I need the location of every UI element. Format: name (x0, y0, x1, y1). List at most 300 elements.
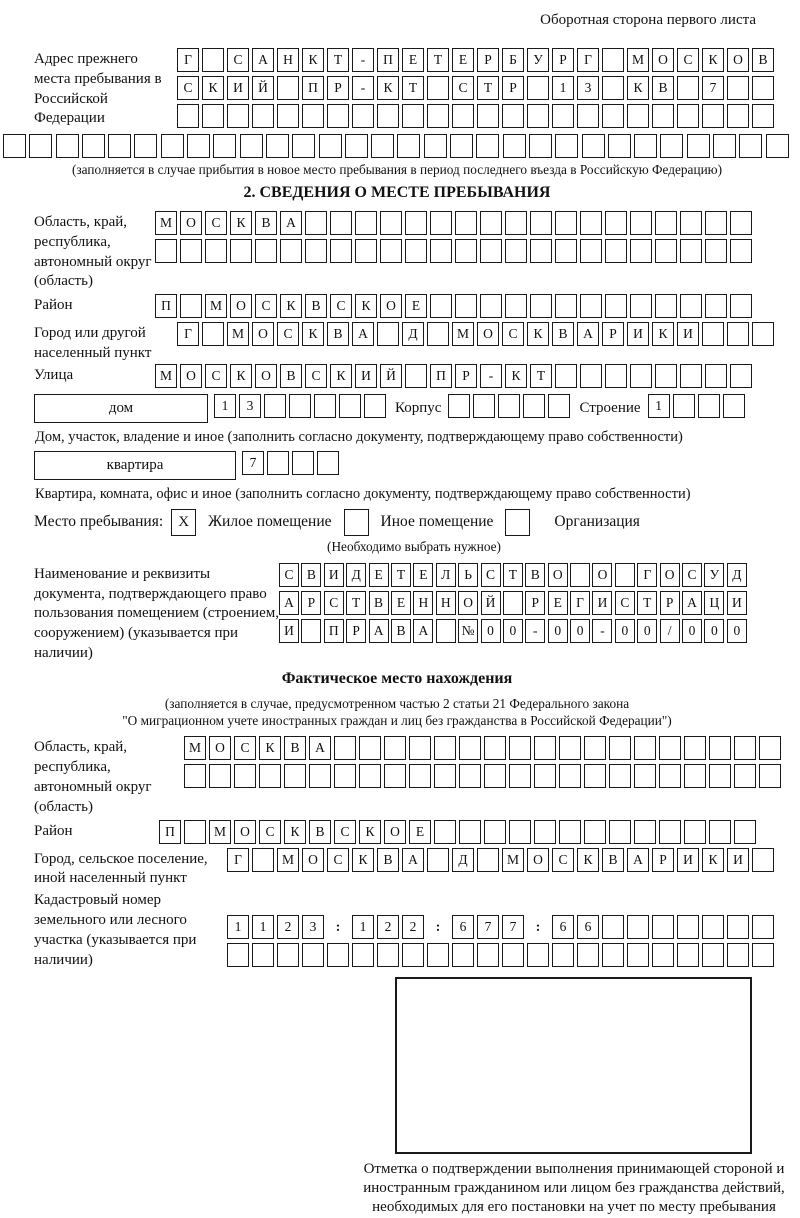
char-box (684, 820, 706, 844)
stay-type-row (34, 509, 760, 536)
char-box: Р (455, 364, 477, 388)
char-box (705, 364, 727, 388)
city-block (34, 322, 760, 364)
char-box: Т (427, 48, 449, 72)
char-box (252, 943, 274, 967)
char-box (430, 239, 452, 263)
char-box (402, 104, 424, 128)
char-box (405, 364, 427, 388)
char-box (202, 48, 224, 72)
char-box: 1 (214, 394, 236, 418)
char-box (627, 915, 649, 939)
district-row (155, 294, 755, 318)
apartment-row (34, 451, 760, 480)
char-box: Г (177, 322, 199, 346)
char-box: В (552, 322, 574, 346)
char-box: - (592, 619, 612, 643)
char-box (227, 104, 249, 128)
char-box: 0 (570, 619, 590, 643)
char-box: О (252, 322, 274, 346)
char-box: - (352, 76, 374, 100)
char-box (371, 134, 394, 158)
char-box (687, 134, 710, 158)
char-box (634, 134, 657, 158)
char-box (752, 322, 774, 346)
char-box: Р (346, 619, 366, 643)
char-box: - (352, 48, 374, 72)
char-box: 1 (648, 394, 670, 418)
apartment-cells (242, 451, 342, 475)
prev-address-row-1 (177, 48, 777, 72)
char-box: Д (452, 848, 474, 872)
char-box (180, 239, 202, 263)
char-box (605, 364, 627, 388)
char-box: Р (502, 76, 524, 100)
char-box: И (727, 591, 747, 615)
char-box: И (727, 848, 749, 872)
char-box: И (227, 76, 249, 100)
char-box (534, 764, 556, 788)
char-box (405, 211, 427, 235)
char-box: Й (252, 76, 274, 100)
char-box (555, 134, 578, 158)
char-box (427, 848, 449, 872)
char-box: Д (727, 563, 747, 587)
char-box (677, 104, 699, 128)
char-box (409, 764, 431, 788)
char-box (582, 134, 605, 158)
char-box (580, 239, 602, 263)
prev-address-row-3 (177, 104, 777, 128)
char-box (684, 764, 706, 788)
char-box: Л (436, 563, 456, 587)
char-box (155, 239, 177, 263)
char-box: А (577, 322, 599, 346)
char-box: Е (548, 591, 568, 615)
char-box (602, 48, 624, 72)
option-organizaciya-label: Организация (554, 513, 640, 531)
char-box (702, 322, 724, 346)
char-box: Н (413, 591, 433, 615)
prev-address-block (34, 48, 768, 132)
char-box (484, 736, 506, 760)
char-box (277, 943, 299, 967)
actual-location-note-2: "О миграционном учете иностранных граждан и лиц без гражданства в Российской Федерации") (122, 713, 672, 729)
char-box: Ц (704, 591, 724, 615)
char-box (605, 294, 627, 318)
char-box (655, 364, 677, 388)
street-row (155, 364, 755, 388)
cadastral-label: Кадастровый номер земельного или лесного участка (указывается при наличии) (34, 892, 197, 968)
char-box: Т (637, 591, 657, 615)
char-box: С (502, 322, 524, 346)
korpus-cells (448, 394, 573, 418)
char-box (292, 134, 315, 158)
actual-region-block (34, 736, 760, 817)
char-box: Е (369, 563, 389, 587)
char-box (627, 104, 649, 128)
char-box (559, 820, 581, 844)
char-box: 1 (352, 915, 374, 939)
char-box (727, 104, 749, 128)
char-box: И (677, 322, 699, 346)
char-box (527, 76, 549, 100)
char-box (555, 211, 577, 235)
char-box: В (284, 736, 306, 760)
char-box (660, 134, 683, 158)
char-box (434, 736, 456, 760)
char-box (509, 764, 531, 788)
char-box (455, 239, 477, 263)
char-box (609, 820, 631, 844)
char-box (477, 943, 499, 967)
char-box (570, 563, 590, 587)
char-box: 0 (727, 619, 747, 643)
char-box (698, 394, 720, 418)
char-box: С (205, 211, 227, 235)
char-box (459, 736, 481, 760)
char-box (530, 211, 552, 235)
house-row (34, 394, 760, 423)
char-box: К (702, 848, 724, 872)
char-box (609, 764, 631, 788)
prev-address-label: Адрес прежнего места пребывания в Российской Федерации (34, 51, 162, 127)
char-box: Р (301, 591, 321, 615)
char-box (280, 239, 302, 263)
char-box: / (660, 619, 680, 643)
char-box (615, 563, 635, 587)
checkbox-organizaciya (505, 509, 530, 536)
char-box (584, 736, 606, 760)
char-box (739, 134, 762, 158)
house-cells (214, 394, 389, 418)
char-box (427, 943, 449, 967)
actual-region-label: Область, край, республика, автономный округ (область) (34, 739, 152, 815)
char-box: К (302, 48, 324, 72)
char-box (292, 451, 314, 475)
char-box (723, 394, 745, 418)
char-box (602, 915, 624, 939)
char-box (480, 211, 502, 235)
char-box (29, 134, 52, 158)
char-box (484, 764, 506, 788)
char-box: С (682, 563, 702, 587)
char-box: 2 (277, 915, 299, 939)
char-box (709, 820, 731, 844)
char-box: П (430, 364, 452, 388)
char-box: П (324, 619, 344, 643)
char-box (634, 764, 656, 788)
stamp-caption: Отметка о подтверждении выполнения принимающей стороной и иностранным гражданином или лицом без гражданства действий, необходимых для его постановки на учет по месту пребывания (363, 1161, 785, 1216)
char-box: И (627, 322, 649, 346)
char-box (334, 764, 356, 788)
char-box (402, 943, 424, 967)
char-box: 7 (242, 451, 264, 475)
char-box: 0 (704, 619, 724, 643)
char-box: О (592, 563, 612, 587)
char-box (505, 239, 527, 263)
char-box (427, 76, 449, 100)
char-box (680, 239, 702, 263)
char-box (56, 134, 79, 158)
city-label: Город или другой населенный пункт (34, 325, 152, 361)
char-box (677, 915, 699, 939)
char-box: К (577, 848, 599, 872)
char-box (459, 820, 481, 844)
char-box: С (305, 364, 327, 388)
char-box: С (277, 322, 299, 346)
char-box: Т (346, 591, 366, 615)
char-box: 1 (227, 915, 249, 939)
char-box (355, 211, 377, 235)
char-box (727, 76, 749, 100)
char-box (580, 364, 602, 388)
char-box: Н (436, 591, 456, 615)
char-box (330, 211, 352, 235)
char-box (452, 104, 474, 128)
char-box: Ь (458, 563, 478, 587)
char-box: В (305, 294, 327, 318)
char-box: С (279, 563, 299, 587)
char-box (384, 736, 406, 760)
char-box (434, 820, 456, 844)
separator-colon: : (335, 919, 341, 935)
char-box (240, 134, 263, 158)
char-box (759, 764, 781, 788)
char-box (602, 104, 624, 128)
char-box (577, 104, 599, 128)
char-box (655, 294, 677, 318)
char-box (502, 104, 524, 128)
char-box (677, 943, 699, 967)
char-box (384, 764, 406, 788)
char-box (659, 736, 681, 760)
actual-city-row (227, 848, 777, 872)
char-box: М (209, 820, 231, 844)
apartment-box-label: квартира (34, 451, 236, 480)
char-box (161, 134, 184, 158)
char-box: А (279, 591, 299, 615)
char-box (584, 764, 606, 788)
char-box: А (402, 848, 424, 872)
char-box (505, 294, 527, 318)
char-box (530, 239, 552, 263)
char-box: К (284, 820, 306, 844)
char-box: С (259, 820, 281, 844)
char-box (552, 943, 574, 967)
char-box: У (527, 48, 549, 72)
char-box: О (652, 48, 674, 72)
char-box (608, 134, 631, 158)
char-box (655, 211, 677, 235)
char-box: С (177, 76, 199, 100)
char-box (309, 764, 331, 788)
cadastral-row-2 (227, 943, 777, 967)
char-box: Г (570, 591, 590, 615)
char-box (529, 134, 552, 158)
checkbox-inoe (344, 509, 369, 536)
char-box: М (155, 364, 177, 388)
char-box (752, 943, 774, 967)
document-block (34, 563, 760, 664)
char-box: О (180, 364, 202, 388)
char-box (552, 104, 574, 128)
char-box (602, 76, 624, 100)
char-box (634, 820, 656, 844)
char-box: К (230, 364, 252, 388)
char-box (377, 104, 399, 128)
char-box: Е (413, 563, 433, 587)
char-box: В (369, 591, 389, 615)
char-box: К (627, 76, 649, 100)
char-box: А (252, 48, 274, 72)
char-box: С (615, 591, 635, 615)
char-box (427, 322, 449, 346)
page-side-note: Оборотная сторона первого листа (540, 12, 756, 28)
char-box: К (505, 364, 527, 388)
char-box: 6 (452, 915, 474, 939)
char-box (352, 943, 374, 967)
char-box: 0 (637, 619, 657, 643)
char-box (627, 943, 649, 967)
char-box (502, 943, 524, 967)
char-box: П (302, 76, 324, 100)
char-box (498, 394, 520, 418)
char-box: 0 (548, 619, 568, 643)
char-box: Й (380, 364, 402, 388)
char-box: Н (277, 48, 299, 72)
char-box (734, 764, 756, 788)
char-box: Й (481, 591, 501, 615)
char-box (702, 915, 724, 939)
char-box (480, 294, 502, 318)
char-box (230, 239, 252, 263)
option-inoe-label: Иное помещение (380, 513, 494, 531)
char-box: А (369, 619, 389, 643)
char-box: Д (346, 563, 366, 587)
char-box (430, 211, 452, 235)
char-box: П (155, 294, 177, 318)
char-box (655, 239, 677, 263)
char-box (705, 211, 727, 235)
char-box (430, 294, 452, 318)
char-box (730, 211, 752, 235)
char-box (709, 736, 731, 760)
char-box (677, 76, 699, 100)
char-box (534, 736, 556, 760)
char-box: К (377, 76, 399, 100)
char-box: О (384, 820, 406, 844)
char-box: О (727, 48, 749, 72)
actual-location-note-1: (заполняется в случае, предусмотренном частью 2 статьи 21 Федерального закона (164, 695, 630, 711)
char-box (355, 239, 377, 263)
char-box (134, 134, 157, 158)
char-box (559, 764, 581, 788)
char-box (209, 764, 231, 788)
char-box: - (525, 619, 545, 643)
char-box (705, 239, 727, 263)
char-box (327, 943, 349, 967)
char-box (227, 943, 249, 967)
char-box (752, 104, 774, 128)
char-box (605, 211, 627, 235)
char-box: О (230, 294, 252, 318)
char-box: И (677, 848, 699, 872)
char-box: № (458, 619, 478, 643)
char-box (709, 764, 731, 788)
char-box: Е (409, 820, 431, 844)
char-box: О (380, 294, 402, 318)
char-box (377, 322, 399, 346)
char-box: 0 (481, 619, 501, 643)
char-box (534, 820, 556, 844)
char-box: 7 (502, 915, 524, 939)
char-box: В (652, 76, 674, 100)
char-box: И (324, 563, 344, 587)
char-box: Р (602, 322, 624, 346)
char-box: С (481, 563, 501, 587)
actual-district-block (34, 820, 760, 848)
char-box (505, 211, 527, 235)
region-label: Область, край, республика, автономный округ (область) (34, 214, 152, 290)
char-box (602, 943, 624, 967)
char-box (503, 134, 526, 158)
char-box: М (227, 322, 249, 346)
char-box (727, 322, 749, 346)
separator-colon: : (435, 919, 441, 935)
char-box (473, 394, 495, 418)
char-box (284, 764, 306, 788)
char-box: Г (577, 48, 599, 72)
char-box: В (602, 848, 624, 872)
char-box: 7 (702, 76, 724, 100)
city-row (177, 322, 777, 346)
char-box (527, 943, 549, 967)
char-box (659, 764, 681, 788)
char-box (530, 294, 552, 318)
char-box (3, 134, 26, 158)
char-box (205, 239, 227, 263)
char-box: С (327, 848, 349, 872)
cadastral-block (34, 889, 760, 971)
stay-type-label: Место пребывания: (34, 513, 164, 531)
char-box (713, 134, 736, 158)
char-box: 6 (552, 915, 574, 939)
char-box: Р (525, 591, 545, 615)
char-box (673, 394, 695, 418)
char-box (730, 364, 752, 388)
house-box-label: дом (34, 394, 208, 423)
char-box: О (234, 820, 256, 844)
stamp-area (34, 977, 785, 1218)
char-box (752, 76, 774, 100)
cadastral-row-1 (227, 915, 777, 939)
char-box (252, 848, 274, 872)
char-box: С (552, 848, 574, 872)
char-box (352, 104, 374, 128)
char-box (727, 915, 749, 939)
char-box (503, 591, 523, 615)
char-box (436, 619, 456, 643)
char-box (264, 394, 286, 418)
district-block (34, 294, 760, 322)
char-box (289, 394, 311, 418)
char-box (630, 294, 652, 318)
char-box (277, 76, 299, 100)
char-box (548, 394, 570, 418)
char-box: А (627, 848, 649, 872)
char-box: С (255, 294, 277, 318)
